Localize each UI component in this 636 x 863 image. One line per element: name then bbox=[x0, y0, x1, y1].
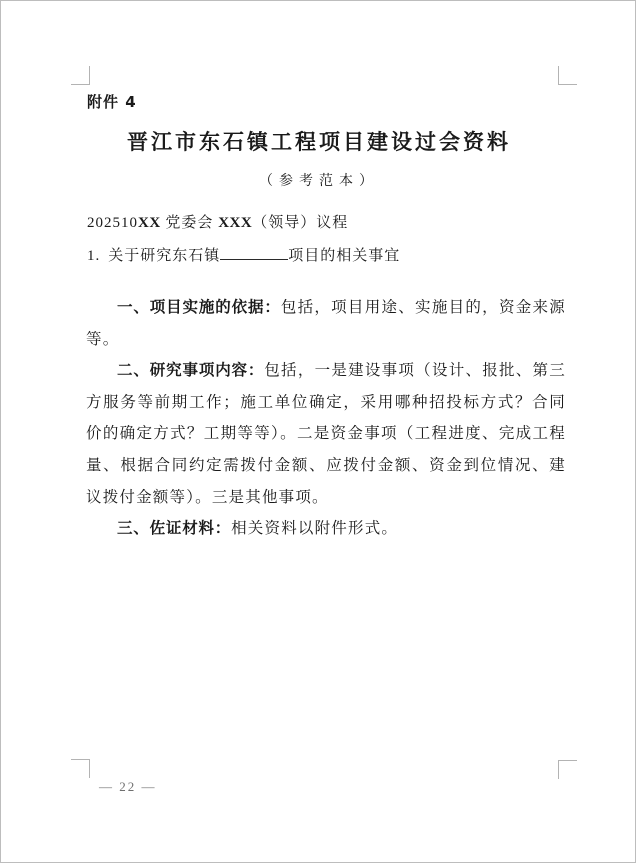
paragraph-1-body: 包括，项目用途、实施目的，资金来源等。 bbox=[86, 299, 566, 348]
agenda-line bbox=[87, 211, 348, 232]
page-number: — 22 — bbox=[99, 779, 157, 794]
paragraph-3-lead: 三、佐证材料： bbox=[117, 519, 232, 538]
item-number: 1. bbox=[87, 248, 101, 264]
paragraph-2-body: 包括，一是建设事项（设计、报批、第三方服务等前期工作；施工单位确定，采用哪种招投标方式？合同价的确定方式？工期等等）。二是资金事项（工程进度、完成工程量、根据合同约定需拨付金额、应拨付金额、资金到位情况、建议拨付金额等）。三是其他事项。 bbox=[86, 362, 567, 506]
agenda-placeholder-xx: XX bbox=[138, 215, 161, 231]
paragraph-1-lead: 一、项目实施的依据： bbox=[117, 298, 281, 316]
agenda-suffix: （领导）议程 bbox=[252, 215, 349, 231]
layout-corner-mark-top-left bbox=[71, 66, 90, 85]
item-text-before-blank: 关于研究东石镇 bbox=[108, 248, 221, 264]
agenda-placeholder-xxx: XXX bbox=[218, 215, 253, 231]
agenda-committee: 党委会 bbox=[160, 215, 219, 231]
paragraph-3-body: 相关资料以附件形式。 bbox=[231, 520, 399, 538]
paragraph-2-lead: 二、研究事项内容： bbox=[117, 361, 265, 380]
document-body bbox=[86, 292, 566, 545]
document-title: 晋江市东石镇工程项目建设过会资料 bbox=[127, 130, 511, 154]
document-subtitle: （参考范本） bbox=[259, 174, 379, 189]
item-text-after-blank: 项目的相关事宜 bbox=[288, 248, 401, 264]
agenda-date: 202510 bbox=[87, 215, 138, 231]
attachment-label: 附件 4 bbox=[87, 93, 137, 111]
paragraph-1 bbox=[86, 292, 566, 355]
agenda-item-line bbox=[87, 244, 400, 265]
paragraph-2 bbox=[86, 355, 566, 513]
layout-corner-mark-bottom-left bbox=[71, 759, 90, 778]
fill-in-blank bbox=[220, 244, 288, 260]
paragraph-3 bbox=[86, 513, 566, 545]
layout-corner-mark-bottom-right bbox=[558, 760, 577, 779]
layout-corner-mark-top-right bbox=[558, 66, 577, 85]
